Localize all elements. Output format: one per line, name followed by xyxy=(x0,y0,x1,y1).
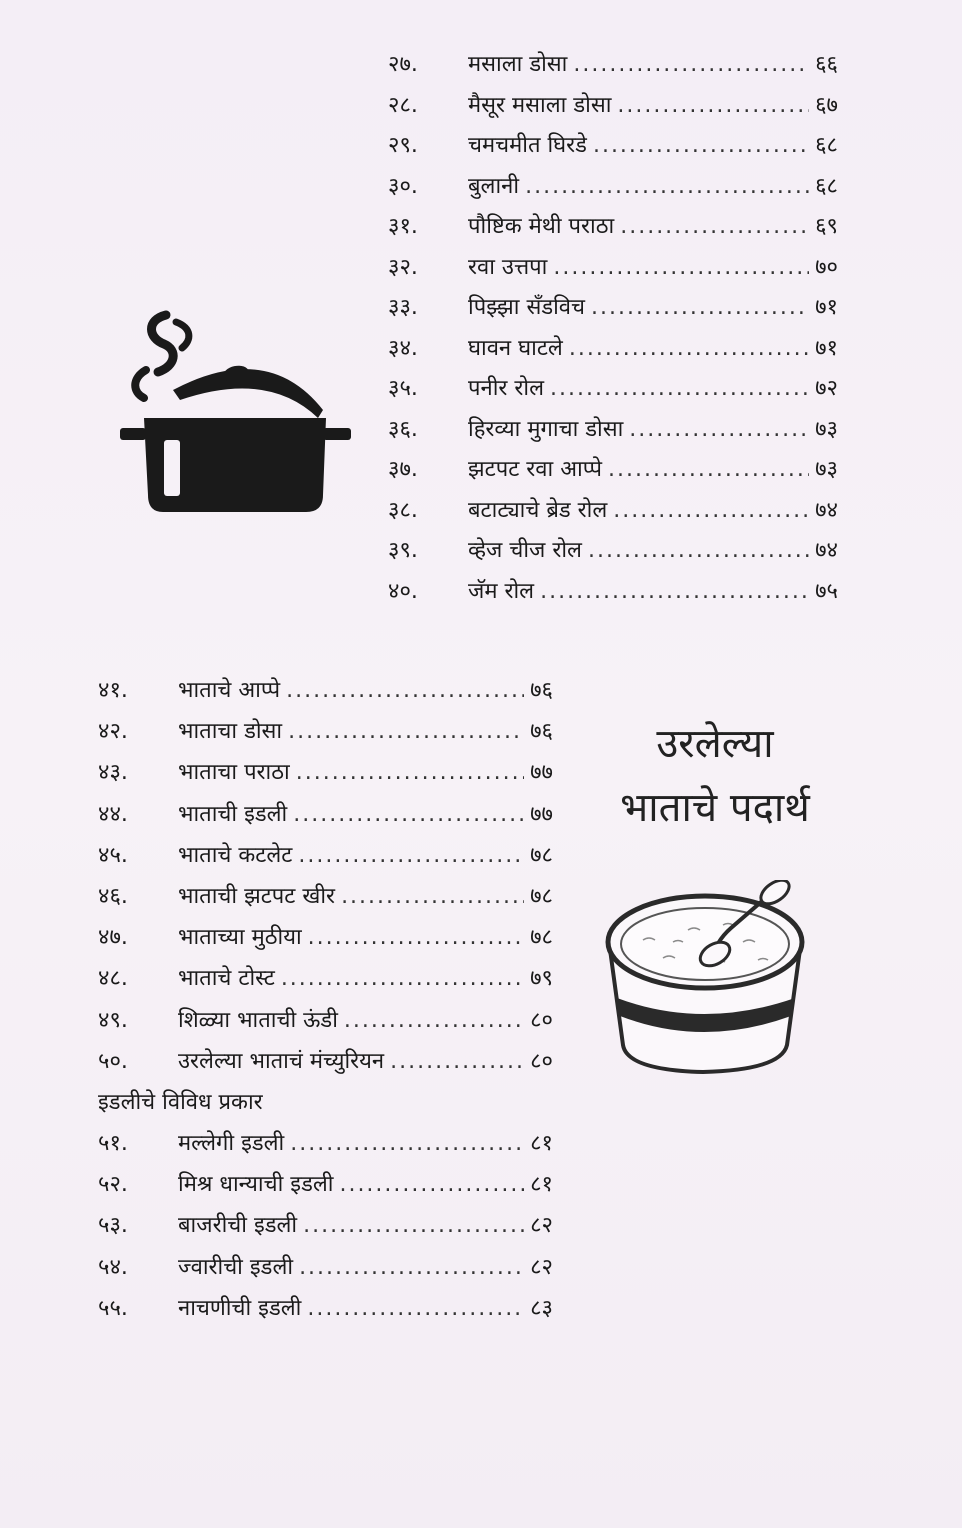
entry-title: पिझ्झा सँडविच xyxy=(468,295,585,320)
toc-entry[interactable] xyxy=(98,1041,553,1082)
leader-dots xyxy=(293,794,524,835)
entry-number: ४२. xyxy=(98,719,128,745)
entry-title: उरलेल्या भाताचं मंच्युरियन xyxy=(178,1048,385,1074)
entry-title: भाताचा पराठा xyxy=(178,760,290,786)
entry-number: ३१. xyxy=(388,214,418,239)
entry-page-number: ८२ xyxy=(530,1254,553,1280)
entry-page-number: ७३ xyxy=(815,416,838,442)
toc-entry[interactable] xyxy=(98,711,553,752)
entry-page-number: ७४ xyxy=(815,538,838,563)
entry-page-number: ७८ xyxy=(530,883,553,909)
toc-entry[interactable] xyxy=(388,248,838,289)
toc-entry[interactable] xyxy=(98,876,553,917)
entry-number: ३५. xyxy=(388,376,418,401)
section-heading-line-1: उरलेल्या xyxy=(656,721,774,767)
entry-number: ५०. xyxy=(98,1048,128,1074)
entry-number: ३९. xyxy=(388,538,418,563)
entry-page-number: ६८ xyxy=(815,173,838,199)
entry-title: भाताचे आप्पे xyxy=(178,678,281,703)
entry-page-number: ७८ xyxy=(530,925,553,951)
toc-entry[interactable] xyxy=(388,531,838,572)
leader-dots xyxy=(569,329,809,370)
entry-title: बटाट्याचे ब्रेड रोल xyxy=(468,497,608,523)
entry-page-number: ८० xyxy=(530,1048,553,1074)
entry-page-number: ८३ xyxy=(530,1295,553,1321)
entry-number: ३८. xyxy=(388,497,418,523)
leader-dots xyxy=(281,958,524,999)
toc-entry[interactable] xyxy=(388,207,838,248)
entry-number: ५३. xyxy=(98,1213,128,1239)
entry-title: चमचमीत घिरडे xyxy=(468,133,587,158)
entry-number: ३४. xyxy=(388,335,418,361)
entry-number: ५५. xyxy=(98,1295,128,1321)
entry-title: रवा उत्तपा xyxy=(468,254,548,280)
leader-dots xyxy=(613,491,809,532)
toc-entry[interactable] xyxy=(98,1205,553,1246)
leader-dots xyxy=(390,1041,524,1082)
leader-dots xyxy=(591,288,809,329)
entry-title: मसाला डोसा xyxy=(468,52,568,77)
entry-title: मल्लेगी इडली xyxy=(178,1131,285,1157)
leader-dots xyxy=(629,410,809,451)
leader-dots xyxy=(299,1247,524,1288)
toc-entry[interactable] xyxy=(388,410,838,451)
entry-number: ४६. xyxy=(98,883,128,909)
entry-page-number: ७४ xyxy=(815,497,838,523)
leader-dots xyxy=(341,876,524,917)
leader-dots xyxy=(540,572,809,613)
leader-dots xyxy=(307,1288,524,1329)
entry-page-number: ७१ xyxy=(815,295,838,320)
entry-number: ४०. xyxy=(388,578,418,604)
entry-title: हिरव्या मुगाचा डोसा xyxy=(468,416,624,442)
entry-page-number: ७० xyxy=(815,254,838,280)
entry-number: ५१. xyxy=(98,1131,128,1157)
entry-page-number: ७९ xyxy=(530,966,553,992)
entry-number: ५४. xyxy=(98,1254,128,1280)
toc-entry[interactable] xyxy=(98,794,553,835)
leader-dots xyxy=(296,752,524,793)
entry-number: ४४. xyxy=(98,801,128,827)
toc-entry[interactable] xyxy=(98,1000,553,1041)
entry-page-number: ७७ xyxy=(530,801,553,827)
toc-entry[interactable] xyxy=(388,329,838,370)
entry-title: ज्वारीची इडली xyxy=(178,1254,294,1280)
toc-entry[interactable] xyxy=(98,1288,553,1329)
leader-dots xyxy=(288,711,524,752)
entry-page-number: ७१ xyxy=(815,335,838,361)
entry-page-number: ६८ xyxy=(815,133,838,158)
entry-title: भाताचे कटलेट xyxy=(178,842,293,868)
entry-title: पनीर रोल xyxy=(468,376,545,401)
entry-title: भाताची इडली xyxy=(178,801,288,827)
toc-entry[interactable] xyxy=(388,572,838,613)
rice-bowl-icon xyxy=(603,880,808,1080)
entry-page-number: ८१ xyxy=(530,1172,553,1198)
entry-page-number: ६७ xyxy=(815,92,838,118)
leader-dots xyxy=(588,531,809,572)
entry-number: ३६. xyxy=(388,416,418,442)
entry-number: २९. xyxy=(388,133,418,158)
toc-entry[interactable] xyxy=(98,670,553,711)
cooking-pot-icon xyxy=(118,300,353,515)
toc-entry[interactable] xyxy=(98,1247,553,1288)
entry-title: भाताचा डोसा xyxy=(178,719,283,745)
section-heading xyxy=(590,712,840,840)
entry-number: ३३. xyxy=(388,295,418,320)
entry-page-number: ७७ xyxy=(530,760,553,786)
entry-title: व्हेज चीज रोल xyxy=(468,538,582,563)
entry-page-number: ७८ xyxy=(530,842,553,868)
idli-subheading xyxy=(98,1082,553,1123)
entry-number: ३७. xyxy=(388,457,418,482)
entry-number: ३२. xyxy=(388,254,418,280)
entry-title: जॅम रोल xyxy=(468,578,535,604)
entry-number: ४३. xyxy=(98,760,128,786)
toc-entry[interactable] xyxy=(388,369,838,410)
entry-page-number: ६६ xyxy=(815,52,838,77)
entry-title: घावन घाटले xyxy=(468,335,563,361)
entry-number: ४८. xyxy=(98,966,128,992)
entry-title: बुलानी xyxy=(468,173,520,199)
entry-number: ३०. xyxy=(388,173,418,199)
toc-list-bottom xyxy=(98,670,553,1329)
toc-entry[interactable] xyxy=(388,45,838,86)
toc-entry[interactable] xyxy=(388,288,838,329)
leader-dots xyxy=(525,167,809,208)
section-heading-line-2: भाताचे पदार्थ xyxy=(620,785,810,831)
entry-page-number: ७६ xyxy=(530,719,553,745)
leader-dots xyxy=(620,207,809,248)
toc-entry[interactable] xyxy=(98,1123,553,1164)
entry-number: ४९. xyxy=(98,1007,128,1033)
leader-dots xyxy=(573,45,809,86)
entry-title: पौष्टिक मेथी पराठा xyxy=(468,214,615,239)
toc-entry[interactable] xyxy=(98,958,553,999)
toc-entry[interactable] xyxy=(388,491,838,532)
leader-dots xyxy=(303,1205,524,1246)
toc-entry[interactable] xyxy=(98,1164,553,1205)
toc-entry[interactable] xyxy=(388,86,838,127)
leader-dots xyxy=(308,917,524,958)
entry-page-number: ८० xyxy=(530,1007,553,1033)
entry-title: मिश्र धान्याची इडली xyxy=(178,1172,334,1198)
entry-title: शिळ्या भाताची ऊंडी xyxy=(178,1007,338,1033)
entry-page-number: ६९ xyxy=(815,214,838,239)
entry-page-number: ७६ xyxy=(530,678,553,703)
toc-entry[interactable] xyxy=(98,917,553,958)
entry-page-number: ७५ xyxy=(815,578,838,604)
leader-dots xyxy=(344,1000,524,1041)
entry-number: २७. xyxy=(388,52,418,77)
entry-page-number: ८१ xyxy=(530,1131,553,1157)
entry-number: ४१. xyxy=(98,678,128,703)
subheading-text: इडलीचे विविध प्रकार xyxy=(98,1089,263,1115)
toc-list-top xyxy=(388,45,838,612)
toc-entry[interactable] xyxy=(388,450,838,491)
entry-title: भाताचे टोस्ट xyxy=(178,966,275,992)
leader-dots xyxy=(608,450,809,491)
leader-dots xyxy=(617,86,809,127)
leader-dots xyxy=(298,835,524,876)
toc-entry[interactable] xyxy=(98,835,553,876)
entry-page-number: ७३ xyxy=(815,457,838,482)
entry-title: मैसूर मसाला डोसा xyxy=(468,92,612,118)
entry-page-number: ७२ xyxy=(815,376,838,401)
entry-title: नाचणीची इडली xyxy=(178,1295,302,1321)
leader-dots xyxy=(286,670,524,711)
entry-number: ४७. xyxy=(98,925,128,951)
toc-entry[interactable] xyxy=(98,752,553,793)
leader-dots xyxy=(339,1164,524,1205)
toc-entry[interactable] xyxy=(388,126,838,167)
entry-number: ४५. xyxy=(98,842,128,868)
toc-entry[interactable] xyxy=(388,167,838,208)
entry-number: २८. xyxy=(388,92,418,118)
leader-dots xyxy=(553,248,809,289)
leader-dots xyxy=(290,1123,524,1164)
entry-title: बाजरीची इडली xyxy=(178,1213,298,1239)
leader-dots xyxy=(593,126,809,167)
entry-title: झटपट रवा आप्पे xyxy=(468,457,602,482)
entry-title: भाताची झटपट खीर xyxy=(178,883,336,909)
entry-page-number: ८२ xyxy=(530,1213,553,1239)
entry-number: ५२. xyxy=(98,1172,128,1198)
leader-dots xyxy=(550,369,809,410)
entry-title: भाताच्या मुठीया xyxy=(178,925,302,951)
